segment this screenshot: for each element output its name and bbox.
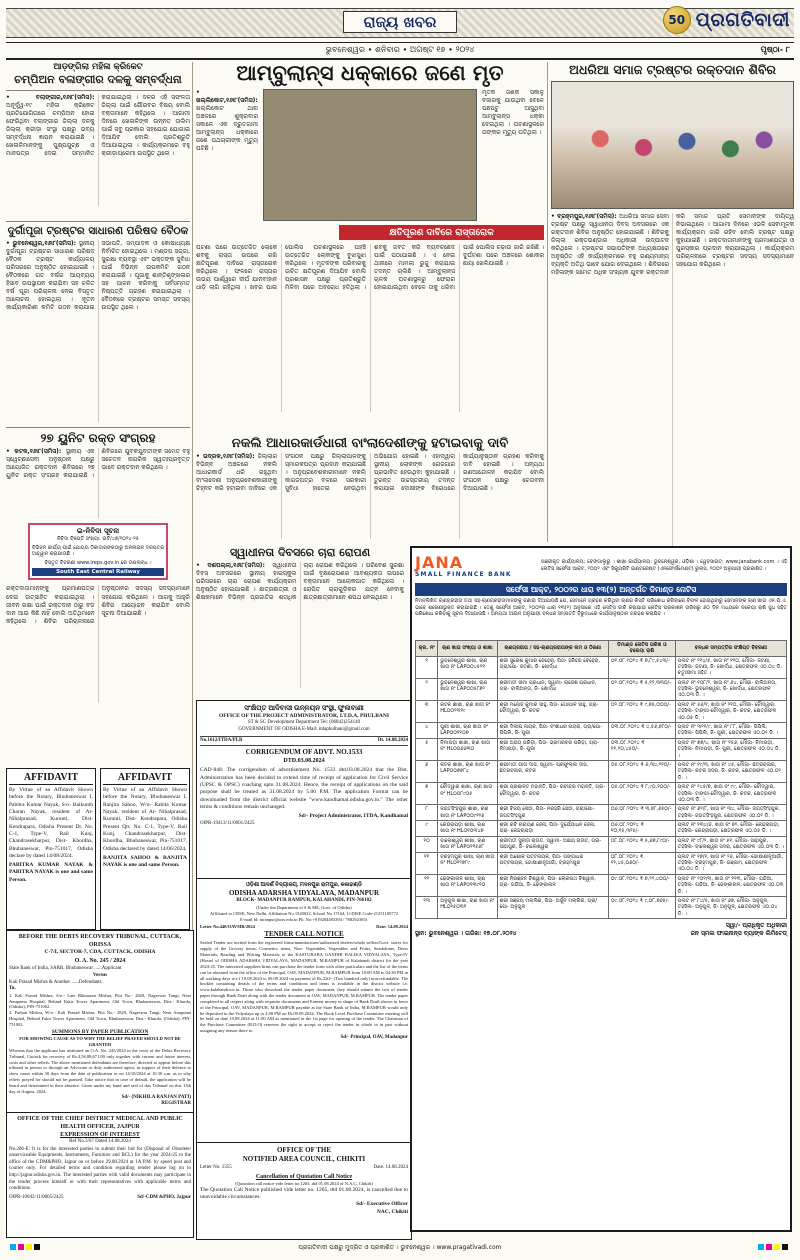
article-body-bottom <box>6 585 190 703</box>
bank-table-row <box>416 656 787 678</box>
itda-corrigendum-notice <box>196 700 412 882</box>
yellow-mark-icon <box>774 1244 780 1250</box>
nac-body: The Quotation Call Notice published vide letter no. 1265, dtd 01.08.2024, is cancelled due to unavoidable circumstances. <box>200 1186 408 1200</box>
cell-borrower: ଶ୍ରୀମତୀ ସୁନୀତା ରାଉତ, ସ୍ୱାମୀ- ଅକ୍ଷୟ ରାଉତ, ଗ୍ରା- ସାହାପୁର, ଜି- ବାଲେଶ୍ୱର <box>497 836 608 852</box>
cyan-mark-icon <box>10 1244 16 1250</box>
drt-defendant-2: 2. Parbati Mishra, W/o.- Kali Prasad Mishra, Plot No.- 2829, Nageswar Tangi, Near Anupuma Hospital, Behind Fakir Tower Apartment, Old Town, Bhubaneswar, Dist.- Khurda, (Odisha), PIN-751002. <box>9 1010 191 1027</box>
article-dateline: • ଭଦ୍ରକ,୧୬ା୮(ସମିସ): <box>196 453 258 460</box>
divider <box>6 90 190 91</box>
oav-block: BLOCK- MADANPUR RAMPUR, KALAHANDI, PIN-766102 <box>236 898 372 904</box>
headline: ନକଲି ଆଧାରକାର୍ଡଧାରୀ ବାଂଲାଦେଶୀଙ୍କୁ ହଟାଇବାକୁ ଦାବି <box>231 436 509 451</box>
cell-slno: ୧୨ <box>416 874 438 896</box>
drt-summons-title: SUMMONS BY PAPER PUBLICATION <box>51 1028 149 1035</box>
bank-demand-table <box>415 640 787 919</box>
nac-title: Cancellation of Quotation Call Notice <box>255 1173 353 1180</box>
article-body <box>551 213 794 551</box>
oav-body: Sealed Tender are invited from the registered firms/manufacturer/authorized dealers/whole sellers/Govt. stores for supply of the Grocery items, Cosmetics items, Non- Vegetables, Vegetables and Fruits, Seasbdome, Dress Materials, Reading and Writing Materials to the KASTURABA GANDHI BALIKA VIDYALAYA, Type-IV (Hostel of ODISHA ADARSHA VIDYALAYA, MADANPUR, M.RAMPUR of Kalahandi district for the year 2024-25. The interested suppliers/firms can purchase the tender form with other particulars and the list of the items can be obtained from the office of the Principal, OAV, MADANPUR, M.RAMPUR from 10:00 AM to 04:30 PM in all working days w.e.f 19.08.2024 to 09.09.2024 on payment of Rs.220/- (Two hundred only) non-refundable. The booklet containing details of the terms and conditions and items is available in the district website i.e. www.kalahandi.nic.in. Those who download the tender paper document, they should submit the cost of tender paper through Bank Draft along with the tender document at OAV, MADANPUR, M.RAMPUR. The tender paper completed in all respect along with requisite documents and Earnest money in shape of Bank Draft shown in favor of the Principal, OAV, MADANPUR, M.RAMPUR payable at the State Bank of India, M.RAMPUR would only be deposited in the Vidyalaya up to 4.00 PM on Dt.09.09.2024. The Book Level Purchase Committee meeting will be held on date 10.09.2024 at 11:00 AM as mentioned in the 1st page for opening of the tender. The Chairman of the Purchase Committee (B.D.O) reserves the right to accept or reject the tender in whole or in part without assigning any reason there to. <box>200 940 408 1034</box>
itda-title2: DTD.03.08.2024 <box>283 758 325 765</box>
cell-slno: ୫ <box>416 738 438 760</box>
brand-block <box>663 6 790 34</box>
bank-place-date: ସ୍ଥାନ: ଭୁବନେଶ୍ୱର । ତାରିଖ: ୧୭.୦୮.୨୦୨୪ <box>415 930 517 938</box>
bank-table-row <box>416 760 787 782</box>
cell-slno: ୪ <box>416 723 438 739</box>
yellow-mark-icon <box>26 1244 32 1250</box>
cell-slno: ୯ <box>416 821 438 837</box>
lead-text-right: ମୃତକ ଜଣକ ସକାଳୁ ବଜାରକୁ ଯାଉଥିବା ବେଳେ ପଛପଟୁ ଆସୁଥିବା ଆମ୍ବୁଲାନ୍ସ ଧକ୍କା ଦେଇଥିଲା । ଘଟଣାସ୍ଥଳରେ ତାଙ୍କର ମୃତ୍ୟୁ ଘଟିଥିଲା । <box>482 89 544 137</box>
oav-date: Date: 14.08.2024 <box>376 923 408 929</box>
footer-imprint: ପ୍ରଗତିବାଦୀ ପକ୍ଷରୁ ମୁଦ୍ରିତ ଓ ପ୍ରକାଶିତ । ଭୁବନେଶ୍ୱର । www.pragativadi.com <box>298 1244 502 1251</box>
black-mark-icon <box>34 1244 40 1250</box>
lead-body <box>196 244 544 412</box>
article-text: ସ୍ଥାନୀୟ ଦୁର୍ଗାପୂଜା ଟ୍ରଷ୍ଟର ସାଧାରଣ ପରିଷଦ ବୈଠକ ଟ୍ରଷ୍ଟ କାର୍ଯ୍ୟାଳୟ ପରିସରରେ ଅନୁଷ୍ଠିତ ହୋଇଯାଇଛି । ବୈଠକରେ ଗତ ବର୍ଷର ଆୟବ୍ୟୟ ହିସାବ ଉପସ୍ଥାପନ କରାଯିବା ସହ ଚଳିତ ବର୍ଷ ପୂଜା ପରିଚାଳନା ନେଇ ବିସ୍ତୃତ ଆଲୋଚନା ହୋଇଥିଲା । ନୂତନ କାର୍ଯ୍ୟକାରିଣୀ କମିଟି ଗଠନ କରାଯାଇ ସଭାପତି, ସମ୍ପାଦକ ଓ କୋଷାଧ୍ୟକ୍ଷ ନିର୍ବାଚିତ ହୋଇଥିଲେ । ମଣ୍ଡପ ସଜ୍ଜା, ସୁରକ୍ଷା ବ୍ୟବସ୍ଥା ଏବଂ ଭକ୍ତଙ୍କ ସୁବିଧା ପାଇଁ ବିଭିନ୍ନ ଉପକମିଟି ଗଠନ କରାଯାଇଛି । ପୂଜାକୁ ଶାନ୍ତିଶୃଙ୍ଖଳାର ସହ ପାଳନ କରିବାକୁ ସର୍ବସମ୍ମତ ନିଷ୍ପତ୍ତି ଗ୍ରହଣ କରାଯାଇଥିଲା । ବୈଠକରେ ଟ୍ରଷ୍ଟର ସମସ୍ତ ସଦସ୍ୟ ଉପସ୍ଥିତ ଥିଲେ । <box>6 240 190 312</box>
cell-account: ଢେଙ୍କାନାଳ ଶାଖା, ଋଣ ଖାତା ନଂ LAP୦୧୩୯୧୦ <box>438 874 497 896</box>
oav-letter-no: Letter No.440/OAVMR/2024 <box>200 923 255 929</box>
cell-borrower: ଶ୍ରୀମତୀ ସୀମା ପ୍ରଧାନ, ସ୍ୱାମୀ- ରାଜେଶ ପ୍ରଧାନ, ଗ୍ରା- ବାଲିଅନ୍ତା, ଜି- ଖୋର୍ଦ୍ଧା <box>497 678 608 700</box>
railway-notice-body: ବିଭିନ୍ନ କାର୍ଯ୍ୟ ପାଇଁ ଯୋଗ୍ୟ ଠିକାଦାରଙ୍କଠାରୁ ଅନଲାଇନ ଦରପତ୍ର ଆହ୍ୱାନ କରାଯାଉଛି । <box>32 544 164 558</box>
bank-address: ପଞ୍ଜୀକୃତ କାର୍ଯ୍ୟାଳୟ: ବେଙ୍ଗାଲୁରୁ । ଶାଖା କାର୍ଯ୍ୟାଳୟ: ଭୁବନେଶ୍ୱର, ଓଡ଼ିଶା । ୱେବସାଇଟ୍: www.janabank.com । ଏହି ନୋଟିସ ସର୍ଫେସୀ ଆକ୍ଟ, ୨୦୦୨ ଏବଂ ସିକ୍ୟୁରିଟି ଇଣ୍ଟରେଷ୍ଟ (ଏନଫୋର୍ସମେଣ୍ଟ) ରୁଲ୍ସ, ୨୦୦୨ ଅନୁଯାୟୀ ପ୍ରକାଶିତ । <box>541 559 787 572</box>
bank-table-row <box>416 783 787 805</box>
cell-property: ପ୍ଲଟ ନଂ ୮୪/୫, ଖାତା ନଂ ୬୭, ମୌଜା- ଅନୁଗୁଳ, ତହସିଲ- ଅନୁଗୁଳ, ଜି- ଅନୁଗୁଳ, କ୍ଷେତ୍ରଫଳ ଏ୦.୦୪ ଡି. । <box>675 897 786 919</box>
blood-camp-article <box>551 62 794 551</box>
col-header-borrower: ଋଣଗ୍ରହୀତା / ସହ-ଋଣଗ୍ରହୀତାଙ୍କ ନାମ ଓ ଠିକଣା <box>497 641 608 657</box>
cell-account: ଜଗତସିଂହପୁର ଶାଖା, ଋଣ ଖାତା ନଂ LAP୦୦୯୧୨୬ <box>438 805 497 821</box>
cell-property: ପ୍ଲଟ ନଂ ୯୮/୨, ଖାତା ନଂ ୫୧, ମୌଜା- ସାହାପୁର, ତହସିଲ- ବାଲେଶ୍ୱର ସଦର, କ୍ଷେତ୍ରଫଳ ଏ୦.୦୩ ଡି. । <box>675 836 786 852</box>
cell-account: କଟକ ଶାଖା, ଋଣ ଖାତା ନଂ HL୦୦୨୩୧୯ <box>438 700 497 722</box>
drt-defendants: Kali Prasad Mishra & Another ......Defendants <box>9 979 102 985</box>
cdmo-heading: OFFICE OF THE CHIEF DISTRICT MEDICAL AND PUBLIC HEALTH OFFICER, JAJPUR <box>17 1116 183 1131</box>
railway-notice-url: ବିସ୍ତୃତ ବିବରଣୀ www.ireps.gov.in ରେ ଉପଲବ୍ଧ । <box>44 559 152 566</box>
affidavit-title: AFFIDAVIT <box>103 771 187 785</box>
col-header-property: ବନ୍ଧକ ସମ୍ପତ୍ତିର ସଂକ୍ଷିପ୍ତ ବିବରଣୀ <box>675 641 786 657</box>
cell-slno: ୮ <box>416 805 438 821</box>
cdmo-body: No.206-E: It is for the interested parties to submit their bid for (Disposal of Obsolete/ unserviceable Equipments, Instruments, Furniture and BCL) for the year 2024-25 to the office of the CDM&PHO, Jajpur on or before 29.08.2024 at 1A P.M. by speed post and courier only. For detailed terms and condition regarding tender please log on to http://jajpur.odisha.gov.in. The interested parties with valid documents may participate in the tender process himself or with their representatives with applicable terms and conditions. <box>9 1146 191 1192</box>
cell-account: କେନ୍ଦ୍ରାପଡ଼ା ଶାଖା, ଋଣ ଖାତା ନଂ HL୦୧୦୩୪୭ <box>438 821 497 837</box>
magenta-mark-icon <box>18 1244 24 1250</box>
drt-versus: Versus <box>92 973 108 978</box>
itda-ref-row <box>200 736 408 747</box>
cell-account: କଟକ ଶାଖା, ଋଣ ଖାତା ନଂ LAP୦୦୭୭୮୪ <box>438 760 497 782</box>
oav-name: ODISHA ADARSHA VIDYALAYA, MADANPUR <box>228 889 379 898</box>
left-article-durga-puja-trust <box>6 218 190 422</box>
headline: ସ୍ୱାଧୀନତା ଦିବସରେ ଚାରା ରୋପଣ <box>229 546 371 559</box>
article-text: ଅଧରିଆ ସମାଜ ସେବା ଟ୍ରଷ୍ଟ ପକ୍ଷରୁ ସ୍ୱାଧୀନତା ଦିବସ ଅବସରରେ ଏକ ରକ୍ତଦାନ ଶିବିର ଅନୁଷ୍ଠିତ ହୋଇଯାଇଛି । ଶିବିରକୁ ଜିଲ୍ଲା ରକ୍ତଭଣ୍ଡାର ଅଧିକାରୀ ଉଦ୍‌ଘାଟନ କରିଥିଲେ । ଟ୍ରଷ୍ଟର ସଭାପତିଙ୍କ ଅଧ୍ୟକ୍ଷତାରେ ଅନୁଷ୍ଠିତ ଏହି କାର୍ଯ୍ୟକ୍ରମରେ ବହୁ ଗଣ୍ୟମାନ୍ୟ ବ୍ୟକ୍ତି ଅତିଥି ଭାବେ ଯୋଗ ଦେଇଥିଲେ । ଶିବିରରେ ମହିଳାଙ୍କ ସମେତ ଅଧିକ ସଂଖ୍ୟକ ଯୁବକ ରକ୍ତଦାନ କରି ସମାଜ ପ୍ରତି ସେମାନଙ୍କ ଦାୟିତ୍ୱ ନିଭାଇଥିଲେ । ଆଗାମୀ ଦିନରେ ଏଭଳି ସେବାମୂଳକ କାର୍ଯ୍ୟକ୍ରମ ଜାରି ରହିବ ବୋଲି ଟ୍ରଷ୍ଟ ପକ୍ଷରୁ କୁହାଯାଇଛି । ରକ୍ତଦାତାମାନଙ୍କୁ ପ୍ରମାଣପତ୍ର ଓ ପୁରସ୍କାର ପ୍ରଦାନ କରାଯାଇଥିଲା । କାର୍ଯ୍ୟକ୍ରମ ପରିଚାଳନାରେ ଟ୍ରଷ୍ଟର ସଦସ୍ୟ ସଦସ୍ୟାମାନେ ସହଯୋଗ କରିଥିଲେ । <box>551 213 794 277</box>
itda-sign: Sd/- Project Administrator, ITDA, Kandhamal <box>298 813 408 820</box>
cdmo-eoi-title: EXPRESSION OF INTEREST <box>60 1132 140 1139</box>
jana-bank-advertisement <box>410 546 792 1232</box>
registration-marks-right <box>758 1244 790 1250</box>
cell-notice: ୦୧.୦୮.୨୦୨୪ ₹ ୭,୮୯,୫୪୩/- <box>608 656 675 678</box>
anniversary-50-emblem-icon: 50 <box>663 6 691 34</box>
cell-account: ଭୁବନେଶ୍ୱର ଶାଖା, ଋଣ ଖାତା ନଂ LAP୦୦୪୫୨୧ <box>438 656 497 678</box>
cell-slno: ୧୦ <box>416 836 438 852</box>
itda-oipr: OIPR-19413/11/0001/2425 <box>200 820 255 826</box>
article-body <box>196 453 544 539</box>
cdmo-oipr: OIPR-10042/11/0005/2425 <box>9 1194 64 1200</box>
itda-no: No.1612/ITDA/PLB <box>200 737 243 743</box>
lead-col-right <box>482 89 544 219</box>
article-dateline: • ବ୍ରହ୍ମପୁର,୧୬ା୮(ସମିସ): <box>551 213 620 220</box>
drt-case-no: O. A. No. 245 / 2024 <box>74 958 126 965</box>
oav-odia-heading: ଓଡ଼ିଶା ଆଦର୍ଶ ବିଦ୍ୟାଳୟ, ମଦନପୁର ରାମପୁର, କଳାହାଣ୍ଡି <box>245 882 363 888</box>
dateline-bar <box>6 42 794 60</box>
itda-govt: GOVERNMENT OF ODISHA E-Mail: itdaphulbani@gmail.com <box>238 727 370 732</box>
affidavit-title: AFFIDAVIT <box>9 771 93 785</box>
lead-dateline: • ଖଲ୍ଲିକୋଟ,୧୬ା୮(ସମିସ): <box>196 89 258 105</box>
itda-office: OFFICE OF THE PROJECT ADMINISTRATOR, I.T.D.A, PHULBANI <box>219 713 389 720</box>
cell-notice: ୦୬.୦୮.୨୦୨୪ ₹ ୩,୭୮,୬୫୦/- <box>608 805 675 821</box>
cell-borrower: ଶ୍ରୀ ରବି ନାରାୟଣ ଜେନା, ପିତା- ଦୁର୍ଯ୍ୟୋଧନ ଜେନା, ଗ୍ରା- କେନ୍ଦ୍ରାପଡ଼ା <box>497 821 608 837</box>
cell-notice: ୦୮.୦୮.୨୦୨୪ ₹ ୫,୬୭,୮୯୦/- <box>608 836 675 852</box>
cdmo-footer <box>9 1195 191 1202</box>
drt-address: C-7/I, SECTOR-7, CDA, CUTTACK, ODISHA <box>44 949 156 956</box>
cell-property: ପ୍ଲଟ ନଂ ୭୭/୪, ଖାତା ନଂ ୧୫୬, ମୌଜା- ନିମାପଡ଼ା, ତହସିଲ- ନିମାପଡ଼ା, ଜି- ପୁରୀ, କ୍ଷେତ୍ରଫଳ ଏ୦.୦୪ ଡି. । <box>675 738 786 760</box>
oav-tender-notice <box>196 878 412 1146</box>
cell-notice: ୦୮.୦୮.୨୦୨୪ ₹ ୧୨,୪୫,୦୬୦/- <box>608 852 675 874</box>
left-article-blood-units <box>6 424 190 703</box>
cell-property: ପ୍ଲଟ ନଂ ୫୬/୧, ଖାତା ନଂ ୨୧୦, ମୌଜା- ଚୌଦ୍ୱାର, ତହସିଲ- ଟାଙ୍ଗୀ-ଚୌଦ୍ୱାର, ଜି- କଟକ, କ୍ଷେତ୍ରଫଳ ଏ୦.୦୫ ଡି. । <box>675 700 786 722</box>
page-number: ପୃଷ୍ଠା- ୮ <box>760 45 790 54</box>
affidavit-notice-1 <box>6 768 96 930</box>
cell-notice: ୦୨.୦୮.୨୦୨୪ ₹ ୯,୭୫,୦୦୦/- <box>608 700 675 722</box>
bank-table-row <box>416 678 787 700</box>
cell-notice: ୦୫.୦୮.୨୦୨୪ ₹ ୬,୩୪,୨୧୦/- <box>608 760 675 782</box>
headline: ଚମ୍ପିଅନ ବଳାଙ୍ଗୀର ଦଳକୁ ସମ୍ବର୍ଦ୍ଧନା <box>14 73 182 86</box>
bank-table-row <box>416 821 787 837</box>
cell-account: ନିମାପଡ଼ା ଶାଖା, ଋଣ ଖାତା ନଂ HL୦୦୬୬୩୦ <box>438 738 497 760</box>
lead-article <box>196 62 544 412</box>
nac-sub: (Quotation call notice vide letter no.1265, dtd 01.08.2024 of N.A.C, Chikiti) <box>235 1180 373 1186</box>
drt-designation: REGISTRAR <box>161 1101 191 1107</box>
railway-tender-notice <box>28 523 168 580</box>
affidavit-body: By Virtue of an Affidavit Shown before the Notary, Bhubaneswar I, Pabitra Kumar Nayak, S/o- Baikunth Charan Nayak, resident of At- Nihalprasad, Kurunti, Dist- Kendrapara, Odisha Present Dr. No. C-1, Type-V, Rail Kunj, Chandrasekharpur, Dist- Khordha, Bhubaneswar, Pin-751017, Odisha declare by dated 14/08/2024. <box>9 787 93 859</box>
cell-borrower: ଶ୍ରୀ ପ୍ରଶାନ୍ତ ମହାନ୍ତି, ପିତା- ରବୀନ୍ଦ୍ର ମହାନ୍ତି, ଗ୍ରା- ଚୌଦ୍ୱାର, ଜି- କଟକ <box>497 783 608 805</box>
railway-notice-no: ନିବିଦା ବିଜ୍ଞପ୍ତି ସଂଖ୍ୟା: ଇଟି/୪୭/୨୦୨୪-୨୫ <box>57 536 139 543</box>
bank-sign-block <box>691 922 787 938</box>
bank-logo-text: JANA <box>415 552 464 572</box>
bank-table-row <box>416 723 787 739</box>
bank-table-row <box>416 836 787 852</box>
cell-property: ପ୍ଲଟ ନଂ ୧୯/୩, ଖାତା ନଂ ୪୫, ମୌଜା- ଛତ୍ରବଜାର, ତହସିଲ- କଟକ ସଦର, ଜି- କଟକ, କ୍ଷେତ୍ରଫଳ ଏ୦.୦୨ ଡି. । <box>675 760 786 782</box>
article-body-top <box>6 448 190 518</box>
cell-borrower: ଶ୍ରୀ ଦିଲୀପ ନାୟକ, ପିତା- ବଂଶୀଧର ନାୟକ, ଗ୍ରା/ପୋ- ପିପିଲି, ଜି- ପୁରୀ <box>497 723 608 739</box>
col-header-slno: କ୍ର. ନଂ <box>416 641 438 657</box>
article-text: ସ୍ୱାଧୀନତା ଦିବସ ଅବସରରେ ସ୍ଥାନୀୟ ହାଇସ୍କୁଲ ପରିସରରେ ଚାରା ରୋପଣ କାର୍ଯ୍ୟକ୍ରମ ଅନୁଷ୍ଠିତ ହୋଇଯାଇଛି । ଛାତ୍ରଛାତ୍ରୀ ଓ ଶିକ୍ଷକମାନେ ବିଭିନ୍ନ ପ୍ରଜାତିର ଶତାଧିକ ଚାରା ରୋପଣ କରିଥିଲେ । ପରିବେଶ ସୁରକ୍ଷା ପାଇଁ ବୃକ୍ଷରୋପଣର ଆବଶ୍ୟକତା ଉପରେ ବକ୍ତାମାନେ ଆଲୋକପାତ କରିଥିଲେ । ରୋପିତ ଚାରାଗୁଡ଼ିକର ଯତ୍ନ ନେବାକୁ ଛାତ୍ରଛାତ୍ରୀମାନେ ଶପଥ ନେଇଥିଲେ । <box>196 562 404 602</box>
oav-contact: E-mail Id: mranpur@oav.edu.in Ph. No:+919204483394 / 7682923651 <box>240 916 368 922</box>
cell-property: ପ୍ଲଟ ନଂ ୬୨/୮, ଖାତା ନଂ ୩୪, ମୌଜା- ଜଗତସିଂହପୁର, ତହସିଲ- ଜଗତସିଂହପୁର, କ୍ଷେତ୍ରଫଳ ଏ୦.୦୨ ଡି. । <box>675 805 786 821</box>
cell-borrower: ଶ୍ରୀ ଅଜୟ ପରିଡ଼ା, ପିତା- ଭ୍ରମରବର ପରିଡ଼ା, ଗ୍ରା- ନିମାପଡ଼ା, ଜି- ପୁରୀ <box>497 738 608 760</box>
bank-notice-intro: ନିମ୍ନଲିଖିତ ଋଣଗ୍ରହୀତା ତଥା ସହ-ଋଣଗ୍ରହୀତାମାନଙ୍କୁ ଜଣାଇ ଦିଆଯାଉଛି ଯେ, ସେମାନେ ଗ୍ରହଣ କରିଥିବା ଋଣର କିସ୍ତି ପରିଶୋଧ କରିବାରେ ବିଫଳ ହୋଇଥିବାରୁ ସେମାନଙ୍କ ଋଣ ଖାତା ଏନ.ପି.ଏ. ଭାବେ ଶ୍ରେଣୀଭୁକ୍ତ କରାଯାଇଛି । ତେଣୁ ସର୍ଫେସୀ ଆକ୍ଟ, ୨୦୦୨ର ଧାରା ୧୩(୨) ଅନୁସାରେ ଏହି ନୋଟିସ ଜାରି କରାଯାଇ ନୋଟିସ ପ୍ରକାଶନ ତାରିଖରୁ ୬୦ ଦିନ ମଧ୍ୟରେ ବକେୟା ରାଶି ସୁଧ ସହିତ ପରିଶୋଧ କରିବାକୁ ସୂଚନା ଦିଆଯାଉଛି । ଅନ୍ୟଥା ଆଇନ ଅନୁଯାୟୀ ବନ୍ଧକ ସମ୍ପତ୍ତି ବିରୁଦ୍ଧରେ କାର୍ଯ୍ୟାନୁଷ୍ଠାନ ଗ୍ରହଣ କରାଯିବ । <box>415 598 787 618</box>
cell-property: ପ୍ଲଟ ନଂ ୨୪୫/୭, ଖାତା ନଂ ୯୯, ମୌଜା- ଚୌଦ୍ୱାର, ତହସିଲ- ଟାଙ୍ଗୀ-ଚୌଦ୍ୱାର, ଜି- କଟକ, କ୍ଷେତ୍ରଫଳ ଏ୦.୦୩ ଡି. । <box>675 783 786 805</box>
cell-notice: ୦୩.୦୮.୨୦୨୪ ₹ ୪,୫୬,୭୮୦/- <box>608 723 675 739</box>
article-dateline: • ଭୁବନେଶ୍ୱର,୧୬ା୮(ସମିସ): <box>6 240 79 247</box>
cell-slno: ୧୧ <box>416 852 438 874</box>
bank-table-row <box>416 700 787 722</box>
cell-account: ବ୍ରହ୍ମପୁର ଶାଖା, ଋଣ ଖାତା ନଂ HL୦୧୨୭୮୯ <box>438 852 497 874</box>
cell-borrower: ଶ୍ରୀ ସଞ୍ଜୟ ମଲ୍ଲିକ, ପିତା- ଅର୍ଜୁନ ମଲ୍ଲିକ, ଗ୍ରା/ପୋ- ଅନୁଗୁଳ <box>497 897 608 919</box>
oav-affiliation: Affiliated to CBSE, New Delhi, Affiliation No.1520022, School No.17164, U-DISE Code-21251109772 <box>209 910 399 916</box>
cell-property: ପ୍ଲଟ ନଂ ୧୭/୧, ଖାତା ନଂ ୨୬, ମୌଜା- ଗୋଷାଣୀନୂଆଗାଁ, ତହସିଲ- ବ୍ରହ୍ମପୁର, ଜି- ଗଞ୍ଜାମ, କ୍ଷେତ୍ରଫଳ ଏ୦.୦୪ ଡି. । <box>675 852 786 874</box>
cell-account: ଅନୁଗୁଳ ଶାଖା, ଋଣ ଖାତା ନଂ HL୦୧୫୦୩୧ <box>438 897 497 919</box>
cdmo-jajpur-notice <box>6 1112 194 1238</box>
bank-sign1: ସ୍ୱା/- ପ୍ରାଧିକୃତ ଅଧିକାରୀ <box>725 922 787 930</box>
bank-footer-row <box>415 922 787 938</box>
cell-account: ଚୌଦ୍ୱାର ଶାଖା, ଋଣ ଖାତା ନଂ HL୦୦୮୯୦୫ <box>438 783 497 805</box>
cell-slno: ୧୩ <box>416 897 438 919</box>
cell-notice: ୦୫.୦୮.୨୦୨୪ ₹ ୮,୯୦,୧୦୦/- <box>608 783 675 805</box>
accident-scene-photo <box>263 89 477 221</box>
column-rule-right <box>547 62 548 542</box>
cell-notice: ୦୬.୦୮.୨୦୨୪ ₹ ୧୦,୧୫,୩୨୫/- <box>608 821 675 837</box>
drt-defendant-1: 1. Kali Prasad Mishra, S/o.- Late Bhimasen Mishra, Plot No.- 2829, Nageswar Tangi, Near Anupuma Hospital, Behind Fakir Tower Apartment, Old Town, Bhubaneswar, Dist.- Khurda, (Odisha), PIN-751002. <box>9 992 191 1010</box>
kicker: ଆଡ଼ଙ୍ଗିଲା ମହିଳା କ୍ରିକେଟ <box>53 62 143 72</box>
bank-table-row <box>416 852 787 874</box>
cell-borrower: ଶ୍ରୀ ନିରଞ୍ଜନ ବିଶ୍ୱାଳ, ପିତା- ଲୋକନାଥ ବିଶ୍ୱାଳ, ଗ୍ରା- ଗନ୍ଦିଆ, ଜି- ଢେଙ୍କାନାଳ <box>497 874 608 896</box>
bank-table-head <box>416 641 787 657</box>
debt-recovery-tribunal-notice <box>6 930 194 1114</box>
lead-top-row <box>196 89 544 221</box>
headline: ଅଧରିଆ ସମାଜ ଟ୍ରଷ୍ଟର ରକ୍ତଦାନ ଶିବିର <box>569 62 776 77</box>
itda-date: Dt. 14.08.2024 <box>377 737 408 743</box>
lead-col-left <box>196 89 258 219</box>
drt-to: To, <box>9 986 16 992</box>
cell-property: ପ୍ଲଟ ନଂ ୨୧୪/୫, ଖାତା ନଂ ୧୨୦, ମୌଜା- ଜଟଣୀ, ତହସିଲ- ଜଟଣୀ, ଜି- ଖୋର୍ଦ୍ଧା, କ୍ଷେତ୍ରଫଳ ଏ୦.୦୪ ଡି. ଚତୁଃସୀମା ସହିତ । <box>675 656 786 678</box>
railway-name: South East Central Railway <box>32 568 164 576</box>
article-dateline: • ବଲାଙ୍ଗୀର,୧୬ା୮(ସମିସ): <box>6 94 95 101</box>
cell-slno: ୬ <box>416 760 438 782</box>
cell-slno: ୭ <box>416 783 438 805</box>
drt-body: Whereas that the applicant has instituted an O.A. No. 245/2024 in the court of the Debts Recovery Tribunal, Cuttack for recovery of Rs.4,56,88,671.00 only together with current and future interest, costs and other reliefs. The above mentioned defendants are therefore, directed to appear before this tribunal in person or through an Advocate or duly authorized agent, in support of their defence to show cause within 30 days from the date of publication or on 14/10/2024 at 10.30 a.m. as to why reliefs prayed for should not be granted. Take notice that in case of default, the application will be heard and determined in their absence. Given under my hand and seal of this Tribunal on this 13th day of August, 2024. <box>9 1047 191 1094</box>
bank-table-row <box>416 897 787 919</box>
headline: ୨୭ ୟୁନିଟ ରକ୍ତ ସଂଗ୍ରହ <box>40 431 156 445</box>
nac-date: Date. 14.08.2024 <box>373 1165 408 1171</box>
nac-sign1: Sd/- Executive Officer <box>356 1201 408 1208</box>
section-title: ରାଜ୍ୟ ଖବର <box>343 11 458 33</box>
cell-account: ବାଲେଶ୍ୱର ଶାଖା, ଋଣ ଖାତା ନଂ LAP୦୧୧୫୬୮ <box>438 836 497 852</box>
cell-notice: ୦୨.୦୮.୨୦୨୪ ₹ ୫,୧୨,୩୩୦/- <box>608 678 675 700</box>
article-text: ରକ୍ତଦାତାମାନଙ୍କୁ ପ୍ରମାଣପତ୍ର ଦେଇ ଉତ୍ସାହିତ କରାଯାଇଥିଲା । ଜୀବନ ରକ୍ଷା ପାଇଁ ରକ୍ତଦାନ ଠାରୁ ବଡ଼ ଦାନ ଆଉ କିଛି ନାହିଁ ବୋଲି ଅତିଥିମାନେ କହିଥିଲେ । ଶିବିର ପରିଚାଳନାରେ ଅନୁଷ୍ଠାନର ସଦସ୍ୟ ସଦସ୍ୟାମାନେ ସହଯୋଗ କରିଥିଲେ । ଆଗକୁ ଆହୁରି ଶିବିର ଆୟୋଜନ କରାଯିବ ବୋଲି ସୂଚନା ଦିଆଯାଇଛି । <box>6 585 190 625</box>
nac-head2: NOTIFIED AREA COUNCIL, CHIKITI <box>242 1155 366 1164</box>
lead-headline: ଆମ୍ବୁଲାନ୍ସ ଧକ୍କାରେ ଜଣେ ମୃତ <box>236 61 504 85</box>
cell-property: ପ୍ଲଟ ନଂ ୧୩୪/୬, ଖାତା ନଂ ୭୨, ମୌଜା- କେନ୍ଦ୍ରାପଡ଼ା, ତହସିଲ- କେନ୍ଦ୍ରାପଡ଼ା, କ୍ଷେତ୍ରଫଳ ଏ୦.୦୫ ଡି. । <box>675 821 786 837</box>
plantation-article <box>196 546 404 688</box>
article-body <box>196 562 404 688</box>
cell-borrower: ଶ୍ରୀ ମନୋଜ କୁମାର ସାହୁ, ପିତା- ଗୋପାଳ ସାହୁ, ଗ୍ରା- ଚୌଦ୍ୱାର, ଜି- କଟକ <box>497 700 608 722</box>
nac-ref-row <box>200 1165 408 1172</box>
cell-notice: ୦୩.୦୮.୨୦୨୪ ₹ ୧୧,୨୦,୪୫୦/- <box>608 738 675 760</box>
fake-aadhaar-article <box>196 436 544 539</box>
lead-subhead-row <box>196 225 544 240</box>
divider <box>6 427 190 428</box>
black-mark-icon <box>782 1244 788 1250</box>
itda-body: CAD-848: The corrigendum of advertisement No. 1533 dtd.03.08.2024 that the Dist. Administration has been decided to extend time of receipt of application for Civil Service (UPSC & OPSC) coaching upto 31.08.2024. Hence, the receipt of applications on the said purpose shall be treated as 31.08.2024 by 5.00 P.M. The application Format can be downloaded from the district official website "www.kandhamal.odisha.gov.in." The other terms & conditions remain unchanged. <box>200 767 408 810</box>
drt-applicant: State Bank of India, SARB, Bhubaneswar ......Applicant <box>9 966 122 972</box>
bank-notice-title: ସର୍ଫେସୀ ଆକ୍ଟ, ୨୦୦୨ର ଧାରା ୧୩(୨) ଅନ୍ତର୍ଗତ ଡିମାଣ୍ଡ ନୋଟିସ <box>415 583 787 596</box>
bank-table-row <box>416 874 787 896</box>
nac-letter-no: Letter No. 1355 <box>200 1165 232 1171</box>
bank-table-row <box>416 805 787 821</box>
cell-account: ପୁରୀ ଶାଖା, ଋଣ ଖାତା ନଂ LAP୦୦୧୧୦୭ <box>438 723 497 739</box>
col-header-account: ଋଣ ଖାତା ସଂଖ୍ୟା ଓ ଶାଖା <box>438 641 497 657</box>
article-text: ଅନୂର୍ଦ୍ଧ୍ୱ-୧୯ ମହିଳା କ୍ରିକେଟ ପ୍ରତିଯୋଗିତାରେ ଚମ୍ପିଅନ ହୋଇ ଫେରିଥିବା ବଲାଙ୍ଗୀର ଜିଲ୍ଲା ଦଳକୁ ଜିଲ୍ଲା କ୍ରୀଡ଼ା ସଂସ୍ଥା ପକ୍ଷରୁ ଭବ୍ୟ ସମ୍ବର୍ଦ୍ଧନା ଜ୍ଞାପନ କରାଯାଇଛି । ଖେଳାଳିମାନଙ୍କୁ ପୁଷ୍ପଗୁଚ୍ଛ ଓ ମାନପତ୍ର ଦେଇ ସମ୍ମାନିତ କରାଯାଇଥିଲା । ଦଳର ଏହି ସଫଳତା ଜିଲ୍ଲା ପାଇଁ ଗୌରବର ବିଷୟ ବୋଲି ବକ୍ତାମାନେ କହିଥିଲେ । ଆଗାମୀ ଦିନରେ ଖେଳାଳିଙ୍କ ଉନ୍ନତ ତାଲିମ ପାଇଁ ସବୁ ପ୍ରକାର ସହଯୋଗ ଯୋଗାଇ ଦିଆଯିବ ବୋଲି ପ୍ରତିଶ୍ରୁତି ଦିଆଯାଇଥିଲା । କାର୍ଯ୍ୟକ୍ରମରେ ବହୁ କ୍ରୀଡ଼ାପ୍ରେମୀ ଉପସ୍ଥିତ ଥିଲେ । <box>6 94 190 158</box>
article-dateline: • କଟକ,୧୬ା୮(ସମିସ): <box>6 448 66 455</box>
cell-slno: ୩ <box>416 700 438 722</box>
cdmo-ref: Ref No.3/67 Dated 14.08.2024 <box>69 1139 131 1145</box>
divider <box>6 221 190 222</box>
registration-marks-left <box>10 1244 42 1250</box>
affidavit-body: By Virtue of an Affidavit Shown before the Notary, Bhubaneswar I, Ranjita Sahoo, W/o- Rabita Kumar Nayak, resident of At- Nihalprasad, Kurunti, Dist- Kendrapara, Odisha Present Qtr. No. C-1, Type-V, Rail Kunj, Chandrasekharpur, Dist- Khordha, Bhubaneswar, Pin-751017, Odisha declared by dated 14/06/2024. <box>103 787 187 852</box>
bank-header <box>415 551 787 581</box>
cell-borrower: ଶ୍ରୀ ବିଜୟ ସେଠୀ, ପିତା- ନରହରି ସେଠୀ, ଗ୍ରା/ପୋ- ଜଗତସିଂହପୁର <box>497 805 608 821</box>
itda-title: CORRIGENDUM OF ADVT. NO.1533 <box>245 748 363 757</box>
nac-head1: OFFICE OF THE <box>276 1146 332 1154</box>
brand-logo: ପ୍ରଗତିବାଦୀ <box>695 9 790 31</box>
drt-summons-sub: FOR SHOWING CAUSE AS TO WHY THE RELIEF PRAYED SHOULD NOT BE GRANTED <box>19 1036 181 1047</box>
cell-property: ପ୍ଲଟ ନଂ ୨୦୧/୩, ଖାତା ନଂ ୧୧୩, ମୌଜା- ଗନ୍ଦିଆ, ତହସିଲ- ଗନ୍ଦିଆ, ଜି- ଢେଙ୍କାନାଳ, କ୍ଷେତ୍ରଫଳ ଏ୦.୦୩ ଡି. । <box>675 874 786 896</box>
railway-notice-title: ଇ-ନିବିଦା ସୂଚନା <box>76 527 120 535</box>
article-body <box>6 94 190 206</box>
col-header-notice: ଡିମାଣ୍ଡ ନୋଟିସ ତାରିଖ ଓ ବକେୟା ରାଶି <box>608 641 675 657</box>
oav-sign: Sd/- Principal, OAV, Madanpur <box>340 1034 408 1040</box>
oav-title: TENDER CALL NOTICE <box>264 930 344 939</box>
affidavit-names: RANJITA SAHOO & RANJITA NAYAK is one and same Person. <box>103 854 187 869</box>
article-text: ଜିଲ୍ଲାର ବିଭିନ୍ନ ଅଞ୍ଚଳରେ ନକଲି ଆଧାରକାର୍ଡ ଧରି ରହୁଥିବା ବାଂଲାଦେଶୀ ଅନୁପ୍ରବେଶକାରୀଙ୍କୁ ଚିହ୍ନଟ କରି ହଟାଇବା ଦାବିରେ ଏକ ସଂଗଠନ ପକ୍ଷରୁ ଜିଲ୍ଲାପାଳଙ୍କୁ ସ୍ମାରକପତ୍ର ପ୍ରଦାନ କରାଯାଇଛି । ଅନୁପ୍ରବେଶକାରୀମାନେ ନକଲି କାଗଜପତ୍ର ବଳରେ ସରକାରୀ ସୁବିଧା ହାତେଇ ନେଉଥିବା ଅଭିଯୋଗ ହୋଇଛି । ଏହାଦ୍ୱାରା ସ୍ଥାନୀୟ ଲୋକଙ୍କ ରୋଜଗାର ପ୍ରଭାବିତ ହେଉଥିବା କୁହାଯାଇଛି । ତୁରନ୍ତ ଉଚ୍ଚସ୍ତରୀୟ ତଦନ୍ତ କରାଯାଇ ଦୋଷୀଙ୍କ ବିରୋଧରେ କାର୍ଯ୍ୟାନୁଷ୍ଠାନ ଗ୍ରହଣ କରିବାକୁ ଦାବି ହୋଇଛି । ଅନ୍ୟଥା ଗଣଆନ୍ଦୋଳନ କରାଯିବ ବୋଲି ସଂଗଠନ ପକ୍ଷରୁ ଚେତାବନୀ ଦିଆଯାଇଛି । <box>196 453 544 493</box>
bank-table-body <box>416 656 787 919</box>
affidavit-row <box>6 768 190 930</box>
itda-odia-heading: ସଂକ୍ଷିପ୍ତ ଆଦିବାସୀ ଉନ୍ନୟନ ସଂସ୍ଥା, ଫୁଲବାଣୀ <box>244 704 364 712</box>
headline: ଦୁର୍ଗାପୂଜା ଟ୍ରଷ୍ଟର ସାଧାରଣ ପରିଷଦ ବୈଠକ <box>7 225 189 237</box>
magenta-mark-icon <box>766 1244 772 1250</box>
lead-text-left: ଖଲ୍ଲିକୋଟ ଥାନା ଅଞ୍ଚଳରେ ଶୁକ୍ରବାର ସକାଳେ ଏକ ଦ୍ରୁତଗାମୀ ଆମ୍ବୁଲାନ୍ସ ଧକ୍କାରେ ଜଣେ ପଥଚାରୀଙ୍କ ମୃତ୍ୟୁ ଘଟିଛି । <box>196 105 258 153</box>
cell-borrower: ଶ୍ରୀ ସୁରେଶ କୁମାର ବେହେରା, ପିତା- ହରିହର ବେହେରା, ଗ୍ରା/ପୋ- ଜଟଣୀ, ଜି- ଖୋର୍ଦ୍ଧା <box>497 656 608 678</box>
article-dateline: • ଦଶପଲ୍ଲା,୧୬ା୮(ସମିସ): <box>196 562 273 569</box>
cell-property: ପ୍ଲଟ ନଂ ୩୨୧/୯, ଖାତା ନଂ ୮୮, ମୌଜା- ପିପିଲି, ତହସିଲ- ପିପିଲି, ଜି- ପୁରୀ, କ୍ଷେତ୍ରଫଳ ଏ୦.୦୨ ଡି. । <box>675 723 786 739</box>
cell-notice: ୦୯.୦୮.୨୦୨୪ ₹ ୯,୦୮,୭୬୫/- <box>608 897 675 919</box>
affidavit-notice-2 <box>100 768 190 930</box>
bank-sign2: ଜନ ସ୍ମଲ ଫାଇନାନ୍ସ ବ୍ୟାଙ୍କ ଲିମିଟେଡ୍ <box>690 930 787 938</box>
road-blockade-subhead: କ୍ଷତିପୂରଣ ଦାବିରେ ରାସ୍ତାରୋକ <box>339 225 544 240</box>
drt-sign: Sd/- (NIKHILA RANJAN PATI) <box>121 1094 191 1100</box>
affidavit-names: PABITRA KUMAR NAYAK & PABITRA NAYAK is one and same Person. <box>9 862 93 883</box>
cell-borrower: ଶ୍ରୀମତୀ ଗୀତା ଦାସ, ସ୍ୱାମୀ- ପ୍ରଫୁଲ୍ଲ ଦାସ, ଛତ୍ରବଜାର, କଟକ <box>497 760 608 782</box>
article-body <box>6 240 190 422</box>
edition-dateline: ଭୁବନେଶ୍ୱର ∙ ଶନିବାର ∙ ଅଗଷ୍ଟ ୧୭ ∙ ୨୦୨୪ <box>325 45 475 54</box>
nac-sign2: NAC, Chikiti <box>376 1208 408 1215</box>
oav-dept: (Under the Department of S & ME, Govt. of Odisha) <box>256 905 352 910</box>
left-article-women-cricket <box>6 62 190 206</box>
oav-ref-row <box>200 924 408 930</box>
nac-chikiti-notice <box>196 1142 412 1240</box>
bank-table-row <box>416 738 787 760</box>
drt-heading: BEFORE THE DEBTS RECOVERY TRIBUNAL, CUTTACK, ORISSA <box>18 934 182 949</box>
cell-slno: ୨ <box>416 678 438 700</box>
cdmo-sign: Sd/-CDM &PHO, Jajpur <box>137 1194 191 1200</box>
cell-property: ପ୍ଲଟ ନଂ ୧୦୮/୨, ଖାତା ନଂ ୬୪, ମୌଜା- ବାଲିଅନ୍ତା, ତହସିଲ- ଭୁବନେଶ୍ୱର, ଜି- ଖୋର୍ଦ୍ଧା, କ୍ଷେତ୍ରଫଳ ଏ୦.୦୩ ଡି. । <box>675 678 786 700</box>
bank-logo <box>415 552 535 578</box>
lead-text: ଘଟଣା ପରେ ଉତ୍ତେଜିତ ଲୋକେ ଶବକୁ ରାସ୍ତା ଉପରେ ରଖି କ୍ଷତିପୂରଣ ଦାବିରେ ରାସ୍ତାରୋକ କରିଥିଲେ । ଫଳରେ ରାସ୍ତାର ଉଭୟ ପାର୍ଶ୍ୱରେ ଦୀର୍ଘ ଯାନବାହାନ ଧାଡ଼ି ଲାଗି ରହିଥିଲା । ଖବର ପାଇ ପୋଲିସ ଘଟଣାସ୍ଥଳରେ ପହଞ୍ଚି ଉତ୍ତେଜିତ ଲୋକଙ୍କୁ ବୁଝାସୁଝା କରିଥିଲେ । ମୃତକଙ୍କ ପରିବାରକୁ ଉଚିତ କ୍ଷତିପୂରଣ ଦିଆଯିବ ବୋଲି ପ୍ରଶାସନ ପକ୍ଷରୁ ପ୍ରତିଶ୍ରୁତି ମିଳିବା ପରେ ଅବରୋଧ ହଟିଥିଲା । ଶବକୁ ଜବତ କରି ବ୍ୟବଚ୍ଛେଦ ପାଇଁ ପଠାଯାଇଛି । ଏ ନେଇ ଥାନାରେ ମାମଲା ରୁଜୁ କରାଯାଇ ତଦନ୍ତ ଚାଲିଛି । ଆମ୍ବୁଲାନ୍ସ ଚାଳକ ଘଟଣାସ୍ଥଳରୁ ଫେରାର ହୋଇଯାଇଥିବା ବେଳେ ତାକୁ ଧରିବା ପାଇଁ ପୋଲିସ ଚଢ଼ାଉ ଜାରି ରଖିଛି । ଦୁର୍ଘଟଣା ପରେ ଅଞ୍ଚଳରେ ଶୋକର ଛାୟା ଖେଳିଯାଇଛି । <box>196 244 544 292</box>
itda-dept: ST & SC Development Department Tel: (06842)254149 <box>247 720 361 726</box>
bank-logo-subtext: SMALL FINANCE BANK <box>415 570 512 578</box>
cell-account: ଭୁବନେଶ୍ୱର ଶାଖା, ଋଣ ଖାତା ନଂ LAP୦୦୫୮୭୨ <box>438 678 497 700</box>
blood-camp-photo <box>551 81 794 209</box>
cell-notice: ୦୯.୦୮.୨୦୨୪ ₹ ୭,୨୨,୪୦୦/- <box>608 874 675 896</box>
article-text: ସ୍ଥାନୀୟ ଏକ ସ୍ୱେଚ୍ଛାସେବୀ ଅନୁଷ୍ଠାନ ପକ୍ଷରୁ ଆୟୋଜିତ ରକ୍ତଦାନ ଶିବିରରେ ୨୭ ୟୁନିଟ ରକ୍ତ ସଂଗ୍ରହ କରାଯାଇଛି । ଶିବିରରେ ଯୁବକଯୁବତୀଙ୍କ ସମେତ ବହୁ ସଚେତନ ନାଗରିକ ସ୍ୱତଃପ୍ରବୃତ୍ତ ଭାବେ ରକ୍ତଦାନ କରିଥିଲେ । <box>6 448 190 480</box>
cyan-mark-icon <box>758 1244 764 1250</box>
cell-borrower: ଶ୍ରୀ ଅଶୋକ ପଟ୍ଟନାୟକ, ପିତା- ଗଙ୍ଗାଧର ପଟ୍ଟନାୟକ, ଗୋଷାଣୀନୂଆଗାଁ, ବ୍ରହ୍ମପୁର <box>497 852 608 874</box>
cell-slno: ୧ <box>416 656 438 678</box>
